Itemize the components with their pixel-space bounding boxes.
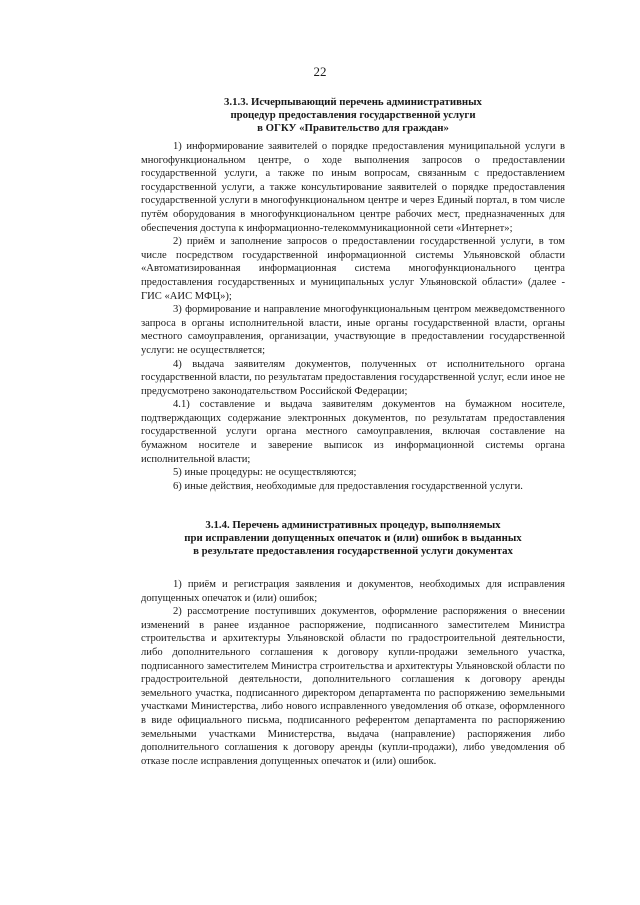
section-heading-3-1-4 [141,519,565,558]
list-item: 6) иные действия, необходимые для предоставления государственной услуги. [173,480,523,492]
list-item: 3) формирование и направление многофункциональным центром межведомственного запроса в органы исполнительной власти, иные органы государственной власти, органы местного самоуправления, организации, участвующие в предоставлении государственной услуги: не осуществляется; [141,304,565,356]
list-item: 2) рассмотрение поступивших документов, оформление распоряжения о внесении изменений в ранее изданное распоряжение, подписанного заместителем Министра строительства и архитектуры Ульяновской области по градостроительной деятельности, либо дополнительного соглашения к договору купли-продажи земельного участка, подписанного заместителем Министра строительства и архитектуры Ульяновской области по градостроительной деятельности, дополнительного соглашения к договору аренды земельного участка, подписанного директором департамента по распоряжению земельными участками Министерства, либо нового исправленного уведомления об отказе, оформленного в виде официального письма, подписанного референтом департамента по распоряжению земельными участками Министерства, выдача (направление) распоряжения либо дополнительного соглашения к договору аренды (купли-продажи), либо уведомления об отказе после исправления допущенных опечаток и (или) ошибок. [141,606,565,767]
heading-line: в ОГКУ «Правительство для граждан» [257,122,449,134]
list-item: 1) приём и регистрация заявления и документов, необходимых для исправления допущенных опечаток и (или) ошибок; [141,579,565,604]
list-item: 5) иные процедуры: не осуществляются; [173,467,357,479]
heading-line: 3.1.3. Исчерпывающий перечень административных [224,96,482,108]
section-body-3-1-3 [141,140,565,493]
heading-line: в результате предоставления государственной услуги документах [193,545,513,557]
section-body-3-1-4 [141,578,565,768]
section-heading-3-1-3 [141,96,565,135]
heading-line: при исправлении допущенных опечаток и (или) ошибок в выданных [184,532,522,544]
list-item: 1) информирование заявителей о порядке предоставления муниципальной услуги в многофункциональном центре, о ходе выполнения запросов о предоставлении государственной услуги, а также по иным вопросам, связанным с предоставлением государственной услуги, а также консультирование заявителей о порядке предоставления государственной услуги в многофункциональном центре и через Единый портал, в том числе путём оборудования в многофункциональном центре рабочих мест, предназначенных для обеспечения доступа к информационно-телекоммуникационной сети «Интернет»; [141,141,565,234]
list-item: 2) приём и заполнение запросов о предоставлении государственной услуги, в том числе посредством государственной информационной системы Ульяновской области «Автоматизированная информационная система многофункционального центра предоставления государственных и муниципальных услуг Ульяновской области» (далее - ГИС «АИС МФЦ»); [141,236,565,302]
list-item: 4.1) составление и выдача заявителям документов на бумажном носителе, подтверждающих содержание электронных документов, по результатам предоставления государственной услуги органа местного самоуправления, включая составление на бумажном носителе и заверение выписок из информационной системы органа исполнительной власти; [141,399,565,465]
heading-line: процедур предоставления государственной услуги [230,109,476,121]
page-number: 22 [313,64,327,79]
list-item: 4) выдача заявителям документов, полученных от исполнительного органа государственной власти, по результатам предоставления государственной услуг, если иное не предусмотрено законодательством Российской Федерации; [141,358,565,397]
heading-line: 3.1.4. Перечень административных процедур, выполняемых [205,519,501,531]
